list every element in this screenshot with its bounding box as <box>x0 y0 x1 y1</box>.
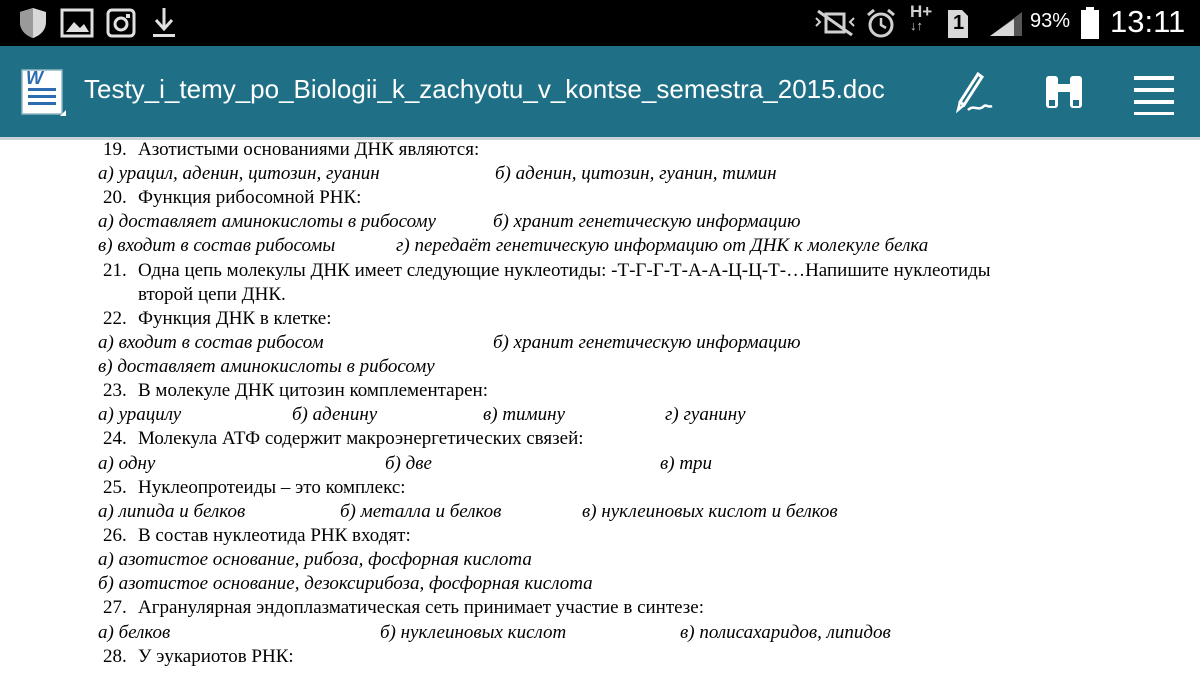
answer-22c: в) доставляет аминокислоты в рибосому <box>98 356 435 377</box>
find-icon[interactable] <box>1040 68 1088 116</box>
answer-20a: а) доставляет аминокислоты в рибосому <box>98 211 436 232</box>
answer-23b: б) аденину <box>292 404 378 425</box>
document-title: Testy_i_temy_po_Biologii_k_zachyotu_v_kontse_semestra_2015.doc <box>84 74 885 104</box>
clock: 13:11 <box>1110 4 1186 39</box>
question-22: 22. Функция ДНК в клетке: <box>103 308 332 329</box>
menu-icon[interactable] <box>1130 68 1178 116</box>
answer-26b: б) азотистое основание, дезоксирибоза, фосфорная кислота <box>98 573 593 594</box>
download-icon <box>150 6 178 44</box>
battery-icon <box>1080 7 1100 43</box>
question-23: 23. В молекуле ДНК цитозин комплементарен: <box>103 380 488 401</box>
question-21: 21. Одна цепь молекулы ДНК имеет следующие нуклеотиды: -Т-Г-Г-Т-А-А-Ц-Ц-Т-…Напишите нуклеотиды <box>103 260 991 281</box>
sim1-icon: 1 <box>946 8 970 44</box>
answer-19a: а) урацил, аденин, цитозин, гуанин <box>98 163 380 184</box>
answer-22b: б) хранит генетическую информацию <box>493 332 801 353</box>
answer-25a: а) липида и белков <box>98 501 246 522</box>
answer-20c: в) входит в состав рибосомы <box>98 235 336 256</box>
question-25: 25. Нуклеопротеиды – это комплекс: <box>103 477 406 498</box>
answer-24b: б) две <box>385 453 432 474</box>
app-bar <box>0 46 1200 137</box>
answer-24c: в) три <box>660 453 713 474</box>
document-page[interactable] <box>0 140 1200 675</box>
answer-19b: б) аденин, цитозин, гуанин, тимин <box>495 163 777 184</box>
alarm-icon <box>864 7 898 43</box>
shield-icon <box>18 7 48 43</box>
instagram-icon <box>106 8 136 42</box>
question-24: 24. Молекула АТФ содержит макроэнергетических связей: <box>103 428 584 449</box>
question-26: 26. В состав нуклеотида РНК входят: <box>103 525 411 546</box>
status-bar <box>0 0 1200 46</box>
question-20: 20. Функция рибосомной РНК: <box>103 187 362 208</box>
hplus-network-icon: H+ ↓↑ <box>910 2 933 33</box>
answer-26a: а) азотистое основание, рибоза, фосфорная кислота <box>98 549 532 570</box>
question-21-continued: второй цепи ДНК. <box>138 284 286 305</box>
answer-27a: а) белков <box>98 622 171 643</box>
answer-27c: в) полисахаридов, липидов <box>680 622 891 643</box>
answer-23c: в) тимину <box>483 404 566 425</box>
answer-23d: г) гуанину <box>665 404 746 425</box>
question-19: 19. Азотистыми основаниями ДНК являются: <box>103 140 480 160</box>
question-27: 27. Агранулярная эндоплазматическая сеть принимает участие в синтезе: <box>103 597 705 618</box>
signal-icon <box>988 10 1024 42</box>
answer-25b: б) металла и белков <box>340 501 502 522</box>
image-icon <box>60 8 94 42</box>
answer-20d: г) передаёт генетическую информацию от ДНК к молекуле белка <box>396 235 929 256</box>
battery-percent: 93% <box>1030 10 1071 32</box>
answer-25c: в) нуклеиновых кислот и белков <box>582 501 838 522</box>
edit-icon[interactable] <box>948 68 996 116</box>
answer-22a: а) входит в состав рибосом <box>98 332 324 353</box>
word-doc-icon[interactable]: W <box>20 68 66 122</box>
vibrate-mute-icon <box>812 8 858 42</box>
answer-27b: б) нуклеиновых кислот <box>380 622 567 643</box>
question-28: 28. У эукариотов РНК: <box>103 646 294 667</box>
answer-24a: а) одну <box>98 453 156 474</box>
answer-23a: а) урацилу <box>98 404 182 425</box>
answer-20b: б) хранит генетическую информацию <box>493 211 801 232</box>
